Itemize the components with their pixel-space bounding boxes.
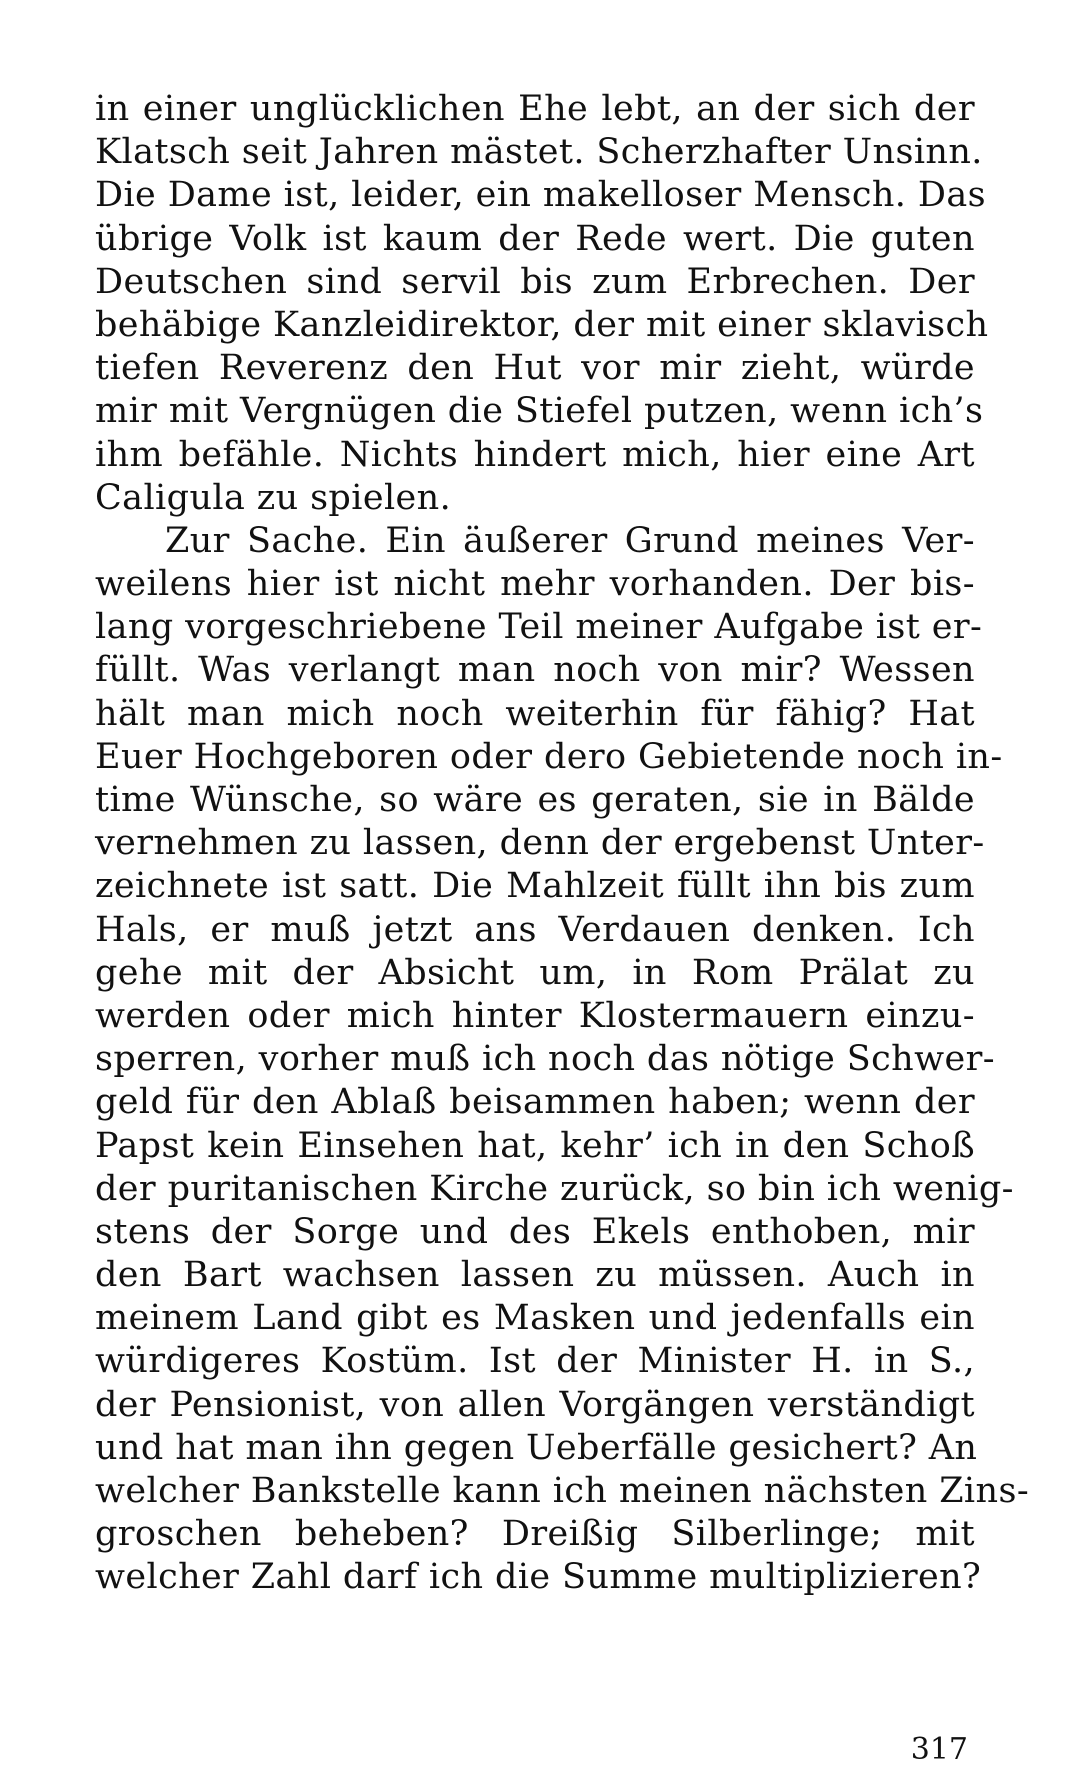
text-line: Hals, er muß jetzt ans Verdauen denken. Ich	[95, 909, 975, 950]
text-line: Klatsch seit Jahren mästet. Scherzhafter Unsinn.	[95, 132, 983, 173]
text-line: Die Dame ist, leider, ein makelloser Mensch. Das	[95, 175, 986, 216]
text-line: groschen beheben? Dreißig Silberlinge; mit	[95, 1514, 975, 1555]
text-line: Euer Hochgeboren oder dero Gebietende noch in-	[95, 736, 1003, 777]
page-number: 317	[910, 1732, 968, 1767]
text-line: hält man mich noch weiterhin für fähig? Hat	[95, 693, 975, 734]
body-text	[95, 88, 1030, 1600]
text-line: Caligula zu spielen.	[95, 477, 452, 518]
text-line: behäbige Kanzleidirektor, der mit einer sklavisch	[95, 304, 989, 345]
text-line: meinem Land gibt es Masken und jedenfalls ein	[95, 1298, 975, 1339]
text-line: ihm befähle. Nichts hindert mich, hier eine Art	[95, 434, 975, 475]
text-line: und hat man ihn gegen Ueberfälle gesichert? An	[95, 1427, 978, 1468]
text-line: lang vorgeschriebene Teil meiner Aufgabe ist er-	[95, 607, 983, 648]
text-line: der Pensionist, von allen Vorgängen verständigt	[95, 1384, 975, 1425]
text-line: stens der Sorge und des Ekels enthoben, mir	[95, 1211, 975, 1252]
text-line: mir mit Vergnügen die Stiefel putzen, wenn ich’s	[95, 391, 984, 432]
text-line: vernehmen zu lassen, denn der ergebenst Unter-	[95, 823, 985, 864]
text-line: den Bart wachsen lassen zu müssen. Auch in	[95, 1255, 975, 1296]
text-line: Zur Sache. Ein äußerer Grund meines Ver-	[165, 520, 975, 561]
paragraph-2	[95, 520, 1030, 1600]
text-line: tiefen Reverenz den Hut vor mir zieht, würde	[95, 348, 975, 389]
text-line: werden oder mich hinter Klostermauern einzu-	[95, 995, 975, 1036]
text-line: welcher Zahl darf ich die Summe multiplizieren?	[95, 1557, 982, 1598]
text-line: in einer unglücklichen Ehe lebt, an der sich der	[95, 89, 975, 129]
text-line: geld für den Ablaß beisammen haben; wenn der	[95, 1082, 975, 1123]
paragraph-1	[95, 88, 989, 520]
text-line: übrige Volk ist kaum der Rede wert. Die guten	[95, 218, 975, 259]
text-line: sperren, vorher muß ich noch das nötige Schwer-	[95, 1039, 995, 1080]
text-line: weilens hier ist nicht mehr vorhanden. Der bis-	[95, 564, 975, 605]
text-line: welcher Bankstelle kann ich meinen nächsten Zins-	[95, 1471, 1030, 1511]
text-line: Papst kein Einsehen hat, kehr’ ich in den Schoß	[95, 1125, 975, 1166]
text-line: füllt. Was verlangt man noch von mir? Wessen	[95, 650, 975, 691]
text-line: würdigeres Kostüm. Ist der Minister H. in S.,	[95, 1341, 975, 1382]
text-line: Deutschen sind servil bis zum Erbrechen. Der	[95, 261, 975, 302]
text-line: der puritanischen Kirche zurück, so bin ich wenig-	[95, 1168, 1014, 1209]
text-line: time Wünsche, so wäre es geraten, sie in Bälde	[95, 780, 975, 820]
text-line: zeichnete ist satt. Die Mahlzeit füllt ihn bis zum	[95, 866, 975, 907]
text-line: gehe mit der Absicht um, in Rom Prälat zu	[95, 952, 975, 993]
